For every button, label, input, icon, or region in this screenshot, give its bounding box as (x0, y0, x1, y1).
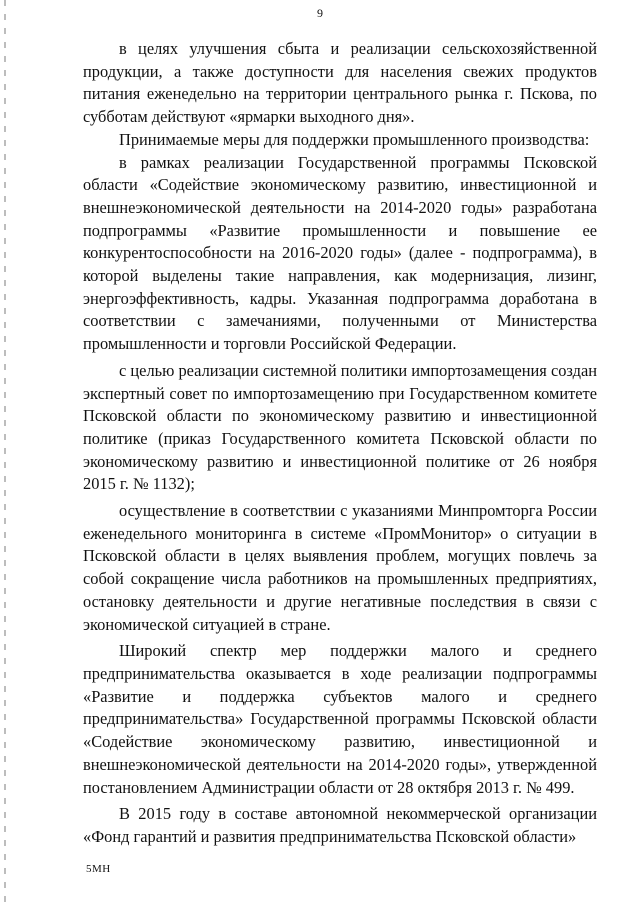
paragraph-guarantee-fund: В 2015 году в составе автономной некоммерческой организации «Фонд гарантий и развития предпринимательства Псковской области» (83, 804, 597, 846)
footer-code: 5МН (86, 863, 111, 875)
paragraph-import-substitution: с целью реализации системной политики импортозамещения создан экспертный совет по импортозамещению при Государственном комитете Псковской области по экономическому развитию и инвестиционной политике (приказ Государственного комитета Псковской области по экономическому развитию и инвестиционной политике от 26 ноября 2015 г. № 1132); (83, 360, 597, 494)
page-number: 9 (317, 6, 323, 20)
scan-edge-artifact (4, 0, 6, 905)
paragraph-sme-support: Широкий спектр мер поддержки малого и среднего предпринимательства оказывается в ходе реализации подпрограммы «Развитие и поддержка субъектов малого и среднего предпринимательства» Государственной программы Псковской области «Содействие экономическому развитию, инвестиционной и внешнеэкономической деятельности на 2014-2020 годы», утвержденной постановлением Администрации области от 28 октября 2013 г. № 499. (83, 641, 597, 797)
paragraph-industry-measures-heading: Принимаемые меры для поддержки промышленного производства: (119, 129, 590, 149)
paragraph-industry-subprogram: в рамках реализации Государственной программы Псковской области «Содействие экономическому развитию, инвестиционной и внешнеэкономической деятельности на 2014-2020 годы» разработана подпрограммы «Развитие промышленности и повышение ее конкурентоспособности на 2016-2020 годы» (далее - подпрограмма), в которой выделены такие направления, как модернизация, лизинг, энергоэффективность, кадры. Указанная подпрограмма доработана в соответствии с замечаниями, полученными от Министерства промышленности и торговли Российской Федерации. (83, 152, 597, 354)
document-body (83, 38, 597, 849)
paragraph-fairs: в целях улучшения сбыта и реализации сельскохозяйственной продукции, а также доступности для населения свежих продуктов питания еженедельно на территории центрального рынка г. Пскова, по субботам действуют «ярмарки выходного дня». (83, 39, 597, 127)
paragraph-prommonitor: осуществление в соответствии с указаниями Минпромторга России еженедельного мониторинга в системе «ПромМонитор» о ситуации в Псковской области в целях выявления проблем, могущих повлечь за собой сокращение числа работников на промышленных предприятиях, остановку деятельности и другие негативные последствия в связи с экономической ситуацией в стране. (83, 501, 597, 634)
